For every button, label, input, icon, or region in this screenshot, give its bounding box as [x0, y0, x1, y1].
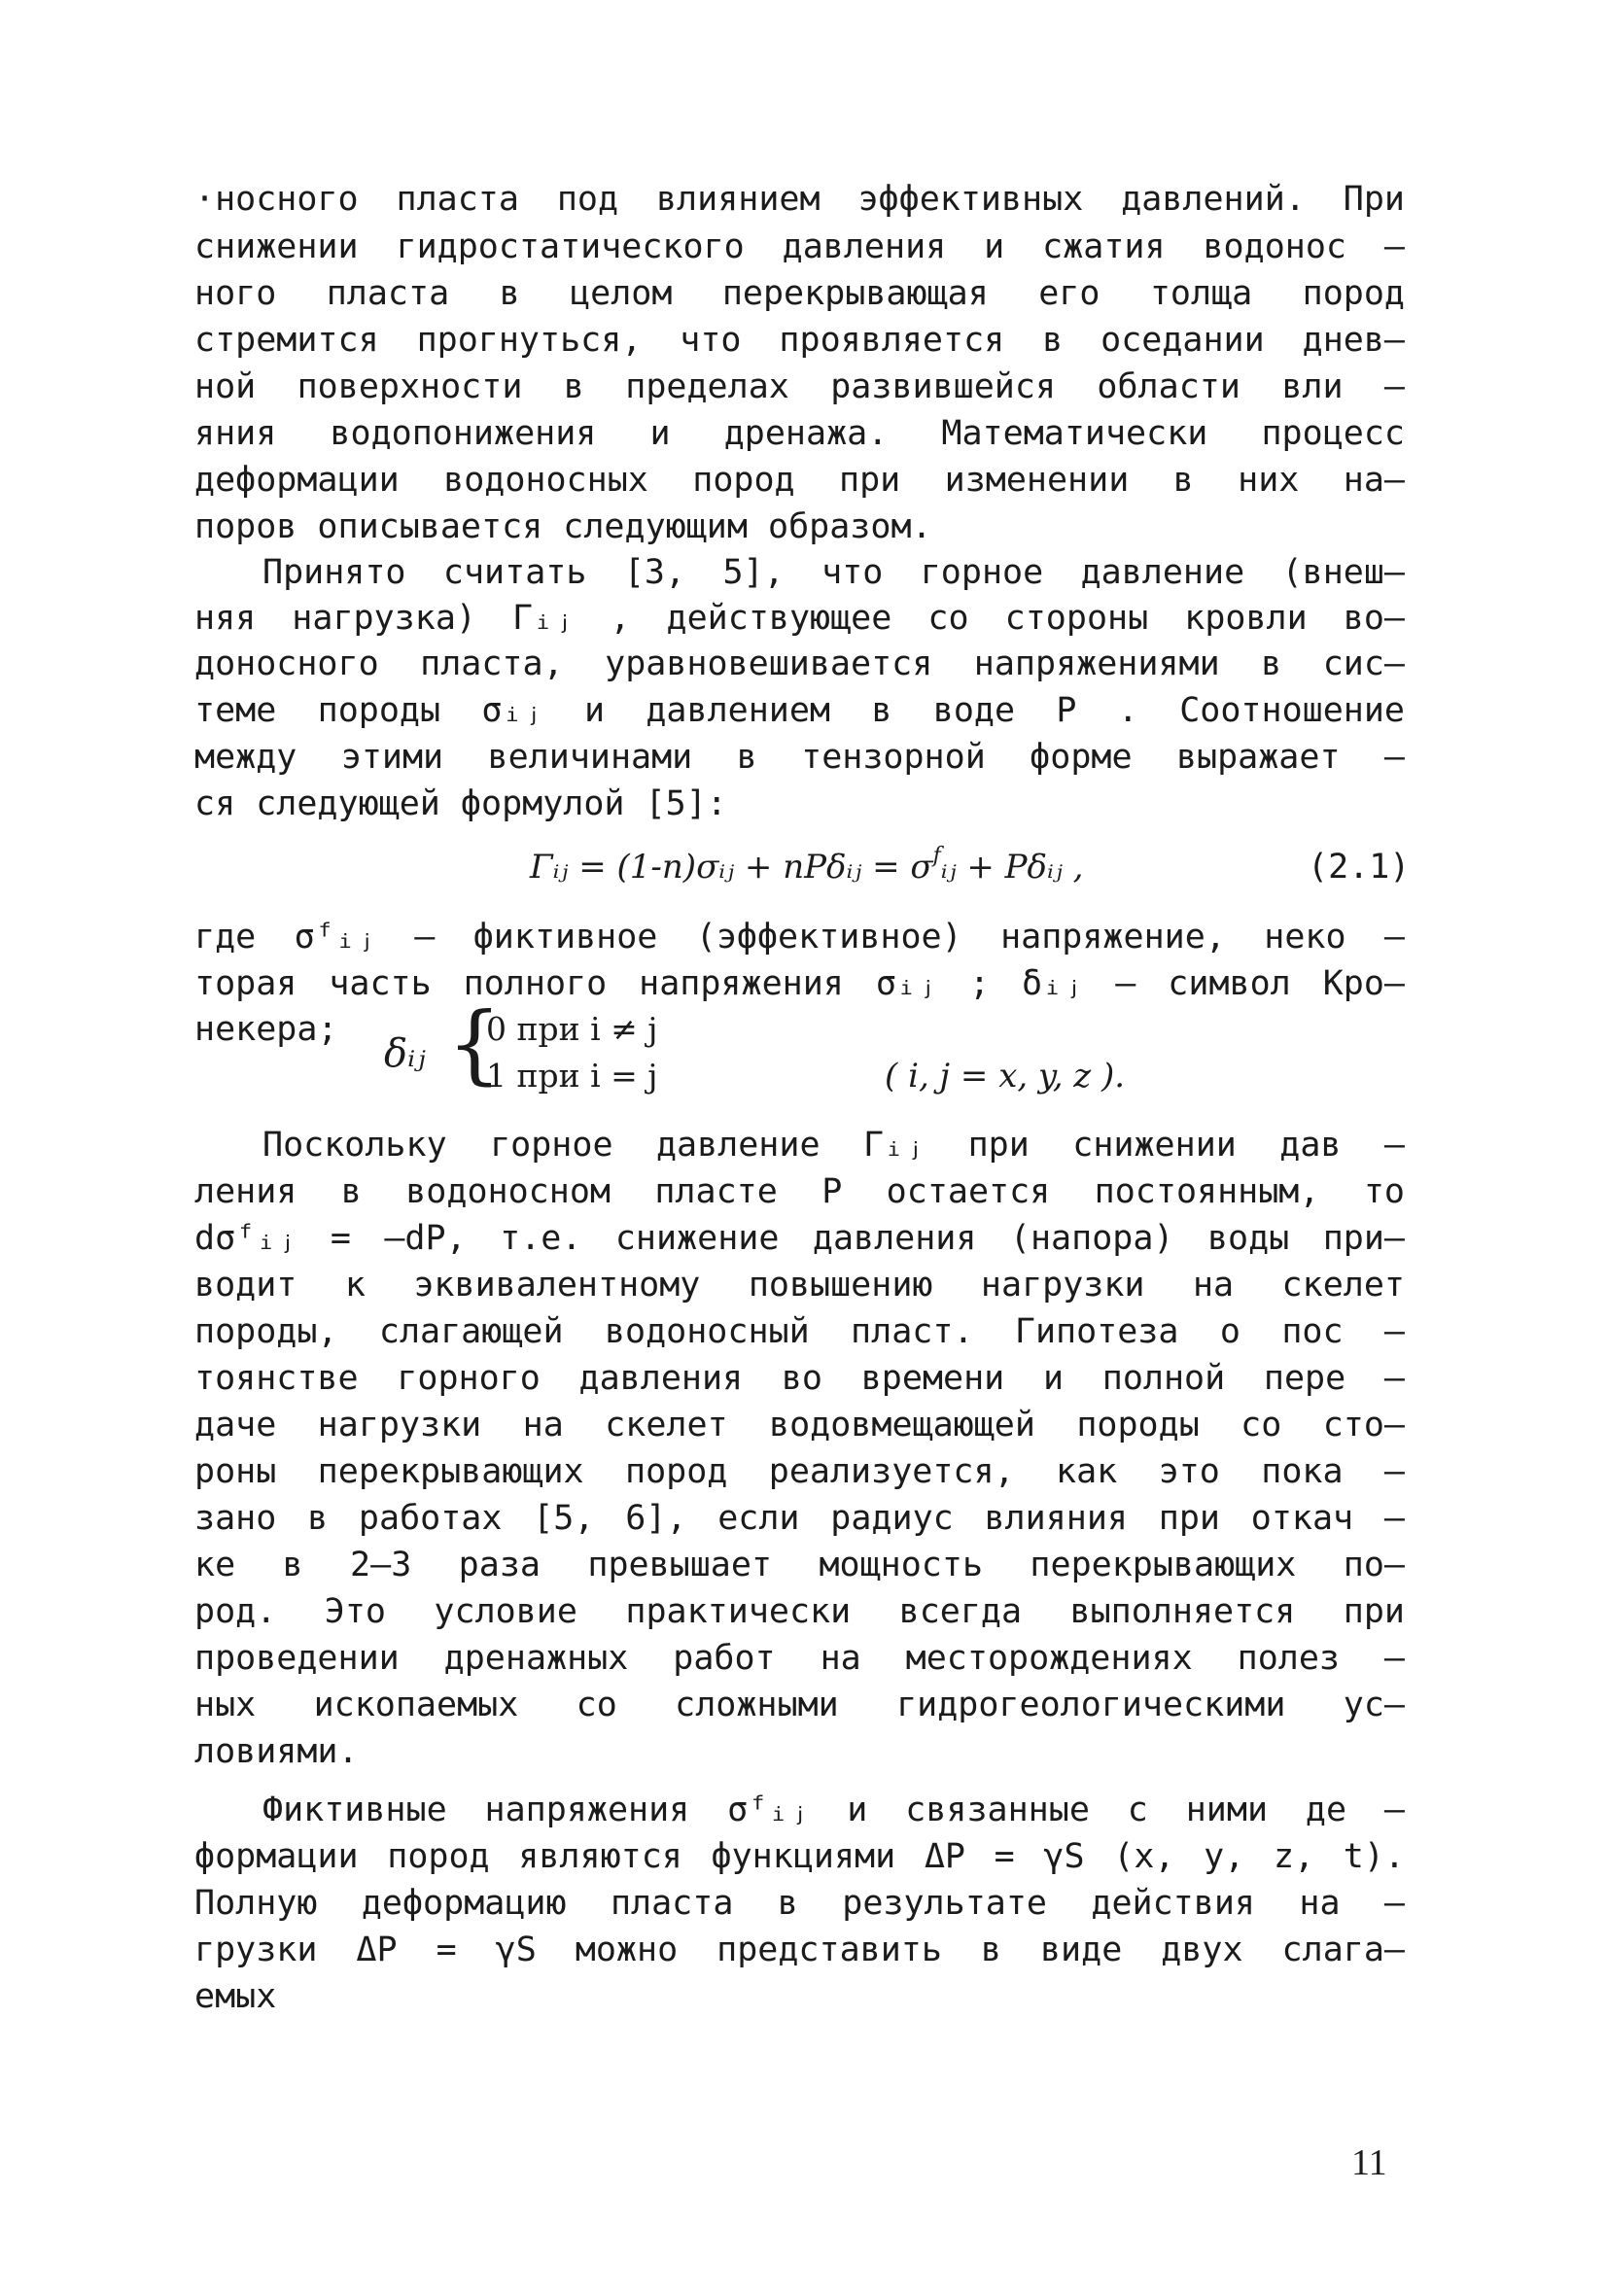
text-line: ловиями.: [194, 1732, 359, 1771]
text-line: породы, слагающей водоносный пласт. Гипотеза о пос –: [194, 1312, 1405, 1351]
text-line: род. Это условие практически всегда выполняется при: [194, 1592, 1405, 1631]
equation-rhs: ᵢⱼ + Pδᵢⱼ ,: [940, 848, 1084, 887]
brace-symbol: {: [447, 993, 502, 1094]
text-line: стремится прогнуться, что проявляется в оседании днев–: [194, 321, 1405, 360]
text-line: ся следующей формулой [5]:: [194, 784, 727, 823]
text-line: даче нагрузки на скелет водовмещающей породы со сто–: [194, 1406, 1405, 1444]
text-line: тоянстве горного давления во времени и полной пере –: [194, 1359, 1405, 1398]
text-line: проведении дренажных работ на месторождениях полез –: [194, 1639, 1405, 1678]
text-line: няя нагрузка) Γᵢⱼ , действующее со стороны кровли во–: [194, 599, 1405, 638]
equation: [530, 844, 1083, 895]
text-line: где σᶠᵢⱼ – фиктивное (эффективное) напряжение, неко –: [194, 918, 1405, 957]
equation-superscript: f: [932, 844, 941, 868]
text-line: ления в водоносном пласте P остается постоянным, то: [194, 1172, 1405, 1211]
text-line: грузки ΔP = γS можно представить в виде двух слага–: [194, 1931, 1405, 1969]
text-line: Полную деформацию пласта в результате действия на –: [194, 1884, 1405, 1923]
text-line: торая часть полного напряжения σᵢⱼ ; δᵢⱼ – символ Кро–: [194, 964, 1405, 1003]
index-range: ( i, j = x, y, z ).: [885, 1057, 1126, 1096]
text-line: ных ископаемых со сложными гидрогеологическими ус–: [194, 1686, 1405, 1724]
text-line: доносного пласта, уравновешивается напряжениями в сис–: [194, 644, 1405, 683]
text-line: деформации водоносных пород при изменении в них на–: [194, 461, 1405, 500]
text-line: ной поверхности в пределах развившейся области вли –: [194, 367, 1405, 406]
text-line: Фиктивные напряжения σᶠᵢⱼ и связанные с ними де –: [262, 1791, 1405, 1829]
text-line: ·носного пласта под влиянием эффективных давлений. При: [194, 180, 1405, 219]
text-line: поров описывается следующим образом.: [194, 507, 932, 546]
kronecker-label: некера;: [194, 1010, 338, 1049]
text-line: роны перекрывающих пород реализуется, как это пока –: [194, 1452, 1405, 1491]
text-line: емых: [194, 1977, 277, 2016]
page-number: 11: [1351, 2142, 1387, 2183]
text-line: теме породы σᵢⱼ и давлением в воде P . Соотношение: [194, 691, 1405, 730]
text-line: зано в работах [5, 6], если радиус влияния при откач –: [194, 1499, 1405, 1538]
equation-lhs: Γᵢⱼ = (1-n)σᵢⱼ + nPδᵢⱼ = σ: [530, 848, 933, 887]
text-line: снижении гидростатического давления и сжатия водонос –: [194, 227, 1405, 266]
kronecker-case-1: 0 при i ≠ j: [486, 1010, 658, 1048]
kronecker-symbol: δᵢⱼ: [384, 1031, 426, 1076]
equation-number: (2.1): [1308, 848, 1411, 887]
text-line: ке в 2–3 раза превышает мощность перекрывающих по–: [194, 1546, 1405, 1584]
text-line: ного пласта в целом перекрывающая его толща пород: [194, 274, 1405, 313]
text-line: Поскольку горное давление Γᵢⱼ при снижении дав –: [262, 1126, 1405, 1165]
kronecker-case-2: 1 при i = j: [486, 1057, 658, 1095]
text-line: dσᶠᵢⱼ = –dP, т.е. снижение давления (напора) воды при–: [194, 1219, 1405, 1258]
text-line: яния водопонижения и дренажа. Математически процесс: [194, 414, 1405, 453]
text-line: водит к эквивалентному повышению нагрузки на скелет: [194, 1266, 1405, 1305]
text-line: Принято считать [3, 5], что горное давление (внеш–: [262, 553, 1405, 592]
text-line: формации пород являются функциями ΔP = γS (x, y, z, t).: [194, 1837, 1405, 1876]
text-line: между этими величинами в тензорной форме выражает –: [194, 738, 1405, 777]
